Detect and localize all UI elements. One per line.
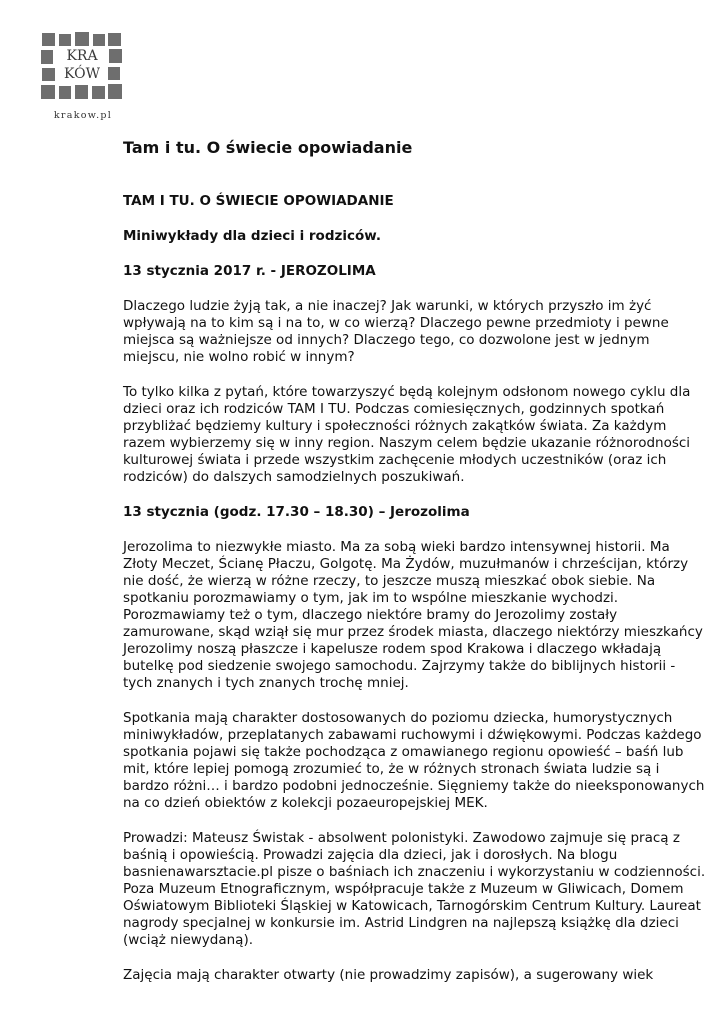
logo-text-bottom: KÓW [64, 66, 100, 82]
subtitle: Miniwykłady dla dzieci i rodziców. [123, 228, 381, 244]
date-heading: 13 stycznia 2017 r. - JEROZOLIMA [123, 263, 376, 279]
krakow-logo [38, 30, 128, 125]
event-heading: 13 stycznia (godz. 17.30 – 18.30) – Jerozolima [123, 504, 470, 520]
section-heading: TAM I TU. O ŚWIECIE OPOWIADANIE [123, 193, 394, 209]
page-title: Tam i tu. O świecie opowiadanie [123, 138, 413, 157]
paragraph-intro: Dlaczego ludzie żyją tak, a nie inaczej? Jak warunki, w których przyszło im żyć wpływają na to kim są i na to, w co wierzą? Dlaczego pewne przedmioty i pewne miejsca są ważniejsze od innych? Dlaczego tego, co dozwolone jest w jednym miejscu, nie wolno robić w innym? [123, 298, 669, 365]
logo-caption: krakow.pl [53, 110, 113, 121]
logo-mosaic [38, 30, 128, 108]
paragraph-cycle: To tylko kilka z pytań, które towarzyszyć będą kolejnym odsłonom nowego cyklu dla dzieci oraz ich rodziców TAM I TU. Podczas comiesięcznych, godzinnych spotkań przybliżać będziemy kultury i społeczności różnych zakątków świata. Za każdym razem wybierzemy się w inny region. Naszym celem będzie ukazanie różnorodności kulturowej świata i przede wszystkim zachęcenie młodych uczestników (oraz ich rodziców) do dalszych samodzielnych poszukiwań. [123, 384, 691, 485]
paragraph-format: Spotkania mają charakter dostosowanych do poziomu dziecka, humorystycznych miniwykładów, przeplatanych zabawami ruchowymi i dźwiękowymi. Podczas każdego spotkania pojawi się także pochodząca z omawianego regionu opowieść – baśń lub mit, które lepiej pomogą zrozumieć to, że w różnych stronach świata ludzie są i bardzo różni… i bardzo podobni jednocześnie. Sięgniemy także do nieeksponowanych na co dzień obiektów z kolekcji pozaeuropejskiej MEK. [123, 710, 705, 811]
document-body [123, 138, 708, 984]
logo-text-top: KRA [66, 48, 98, 64]
paragraph-open: Zajęcia mają charakter otwarty (nie prowadzimy zapisów), a sugerowany wiek [123, 967, 654, 983]
paragraph-jerusalem: Jerozolima to niezwykłe miasto. Ma za sobą wieki bardzo intensywnej historii. Ma Złoty Meczet, Ścianę Płaczu, Golgotę. Ma Żydów, muzułmanów i chrześcijan, którzy nie dość, że wierzą w różne rzeczy, to jeszcze muszą mieszkać obok siebie. Na spotkaniu porozmawiamy o tym, jak im to wspólne mieszkanie wychodzi. Porozmawiamy też o tym, dlaczego niektóre bramy do Jerozolimy zostały zamurowane, skąd wziął się mur przez środek miasta, dlaczego niektórzy mieszkańcy Jerozolimy noszą płaszcze i kapelusze rodem spod Krakowa i dlaczego wkładają butelkę pod siedzenie swojego samochodu. Zajrzymy także do biblijnych historii - tych znanych i tych znanych trochę mniej. [123, 539, 703, 691]
paragraph-host: Prowadzi: Mateusz Świstak - absolwent polonistyki. Zawodowo zajmuje się pracą z baśnią i opowieścią. Prowadzi zajęcia dla dzieci, jak i dorosłych. Na blogu basnienawarsztacie.pl pisze o baśniach ich znaczeniu i wykorzystaniu w codzienności. Poza Muzeum Etnograficznym, współpracuje także z Muzeum w Gliwicach, Domem Oświatowym Biblioteki Śląskiej w Katowicach, Tarnogórskim Centrum Kultury. Laureat nagrody specjalnej w konkursie im. Astrid Lindgren na najlepszą książkę dla dzieci (wciąż niewydaną). [123, 830, 706, 948]
